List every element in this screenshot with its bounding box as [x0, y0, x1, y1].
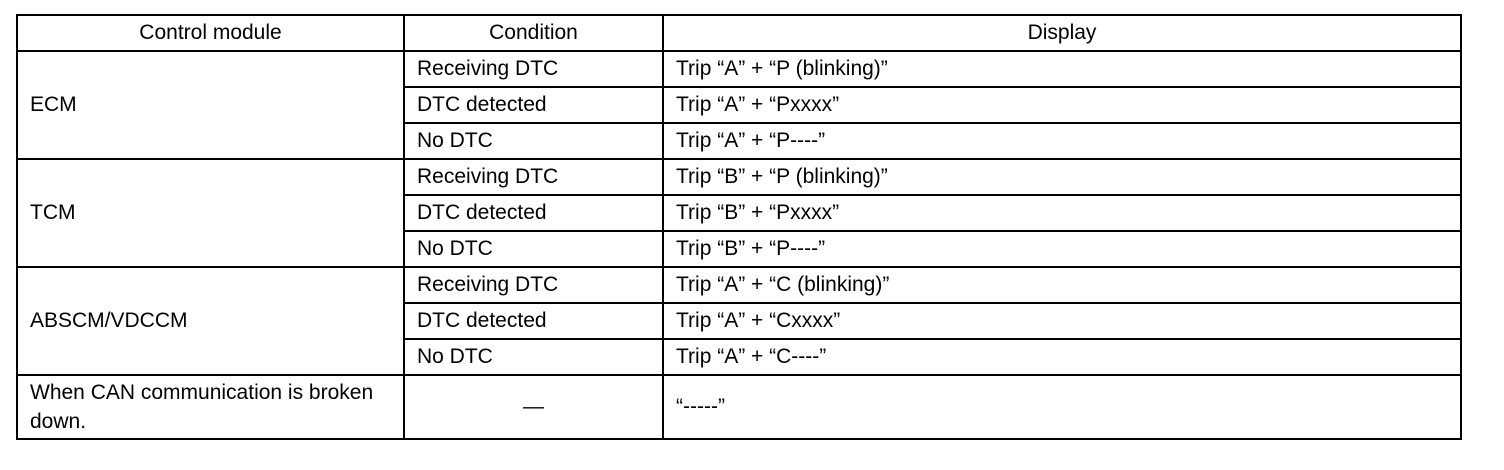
display-cell: Trip “B” + “Pxxxx” — [663, 195, 1461, 231]
condition-cell-dash: — — [404, 375, 663, 439]
condition-cell: No DTC — [404, 339, 663, 375]
condition-cell: DTC detected — [404, 87, 663, 123]
display-cell: Trip “A” + “P----” — [663, 123, 1461, 159]
header-condition: Condition — [404, 15, 663, 51]
header-row — [17, 15, 1461, 51]
table-row — [17, 267, 1461, 303]
condition-cell: DTC detected — [404, 195, 663, 231]
condition-cell: Receiving DTC — [404, 267, 663, 303]
condition-cell: No DTC — [404, 231, 663, 267]
module-cell-tcm: TCM — [17, 159, 404, 267]
module-cell-can-broken: When CAN communication is broken down. — [17, 375, 404, 439]
display-cell: Trip “A” + “Pxxxx” — [663, 87, 1461, 123]
condition-cell: Receiving DTC — [404, 51, 663, 87]
condition-cell: No DTC — [404, 123, 663, 159]
dtc-display-table — [16, 14, 1462, 440]
table-row — [17, 51, 1461, 87]
display-cell: Trip “A” + “P (blinking)” — [663, 51, 1461, 87]
display-cell: Trip “A” + “C (blinking)” — [663, 267, 1461, 303]
display-cell-dashes: “-----” — [663, 375, 1461, 439]
display-cell: Trip “B” + “P----” — [663, 231, 1461, 267]
condition-cell: DTC detected — [404, 303, 663, 339]
display-cell: Trip “B” + “P (blinking)” — [663, 159, 1461, 195]
display-cell: Trip “A” + “Cxxxx” — [663, 303, 1461, 339]
condition-cell: Receiving DTC — [404, 159, 663, 195]
table-row-can-broken — [17, 375, 1461, 439]
table-row — [17, 159, 1461, 195]
header-control-module: Control module — [17, 15, 404, 51]
module-cell-ecm: ECM — [17, 51, 404, 159]
module-cell-abscm-vdccm: ABSCM/VDCCM — [17, 267, 404, 375]
header-display: Display — [663, 15, 1461, 51]
display-cell: Trip “A” + “C----” — [663, 339, 1461, 375]
